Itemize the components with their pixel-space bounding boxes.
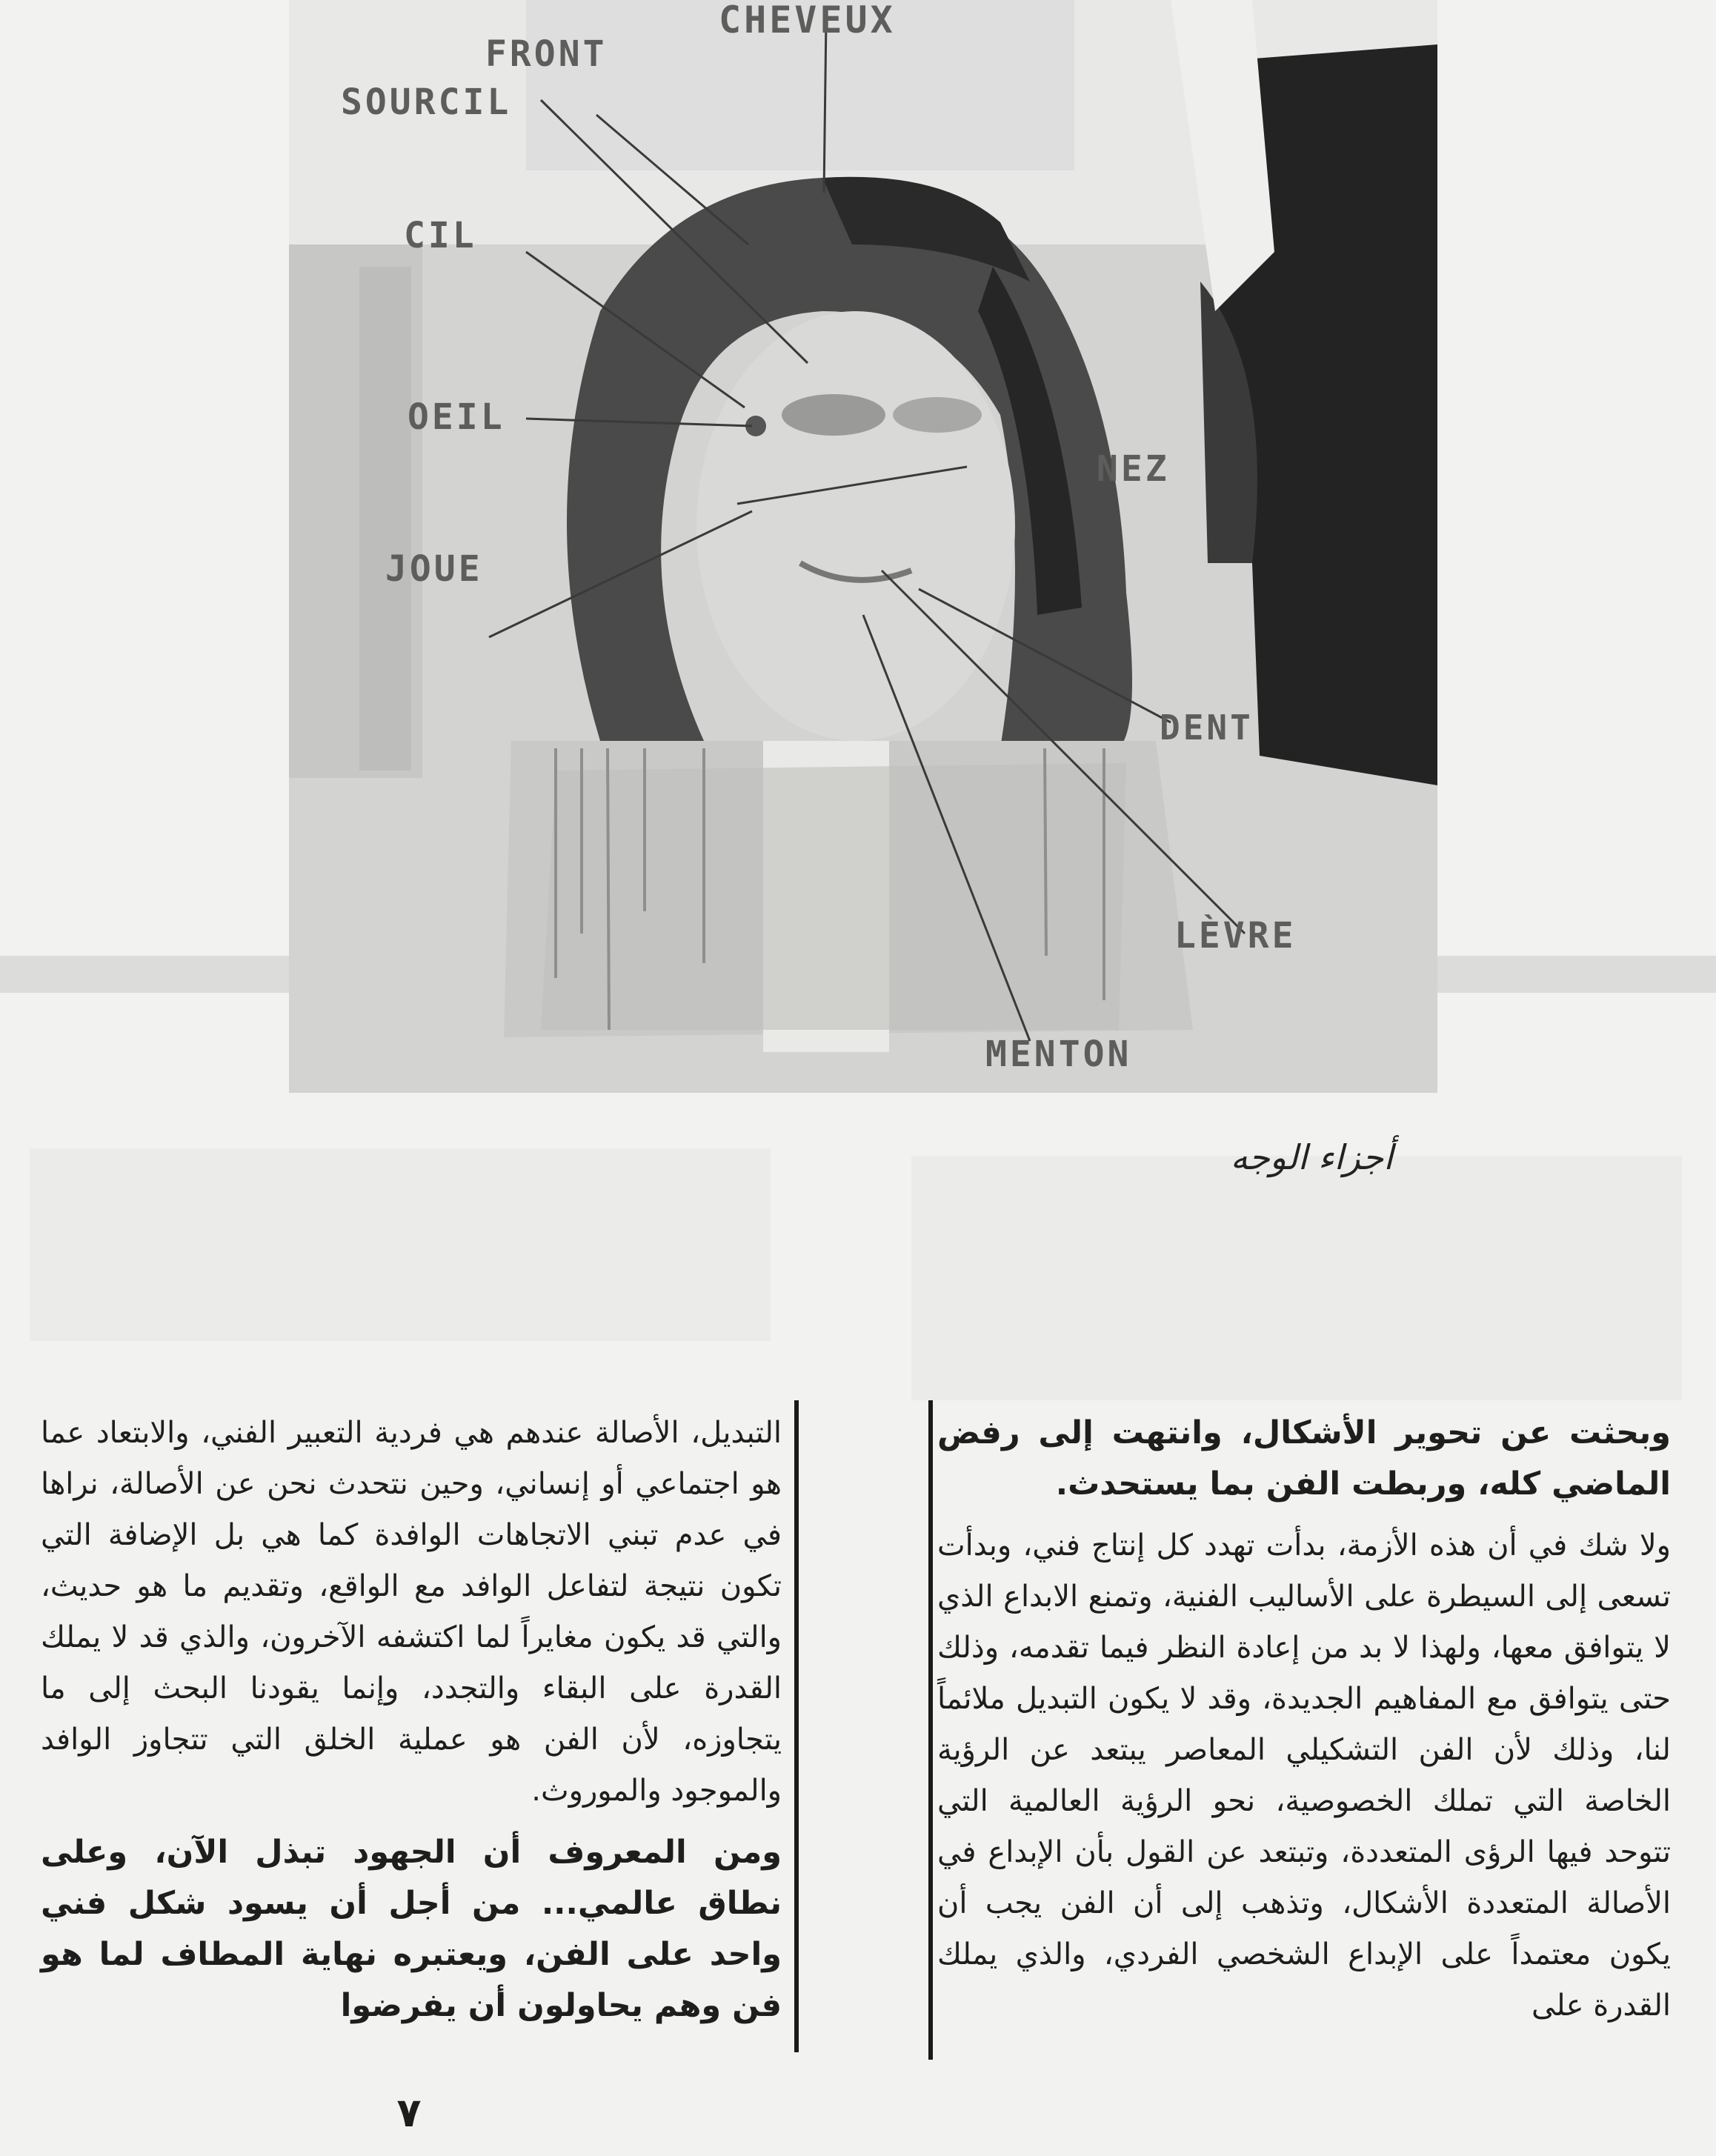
column-rule-right xyxy=(928,1400,933,2060)
label-sourcil: SOURCIL xyxy=(341,81,512,123)
label-joue: JOUE xyxy=(385,548,483,590)
label-levre: LÈVRE xyxy=(1174,915,1297,956)
left-column xyxy=(41,1408,782,2032)
column-rule-left xyxy=(794,1400,799,2052)
left-column-body: التبديل، الأصالة عندهم هي فردية التعبير الفني، والابتعاد عما هو اجتماعي أو إنساني، وحين نتحدث نحن عن الأصالة، نراها في عدم تبني الاتجاهات الوافدة كما هي بل الإضافة التي تكون نتيجة لتفاعل الوافد مع الواقع، وتقديم ما هو حديث، والتي قد يكون مغايراً لما اكتشفه الآخرون، والذي قد لا يملك القدرة على البقاء والتجدد، وإنما يقودنا البحث إلى ما يتجاوزه، لأن الفن هو عملية الخلق التي تتجاوز الوافد والموجود والموروث. xyxy=(41,1416,782,1808)
label-front: FRONT xyxy=(485,33,608,75)
left-column-lead: ومن المعروف أن الجهود تبذل الآن، وعلى نطاق عالمي... من أجل أن يسود شكل فني واحد على الفن، ويعتبره نهاية المطاف لما هو فن وهم يحاولون أن يفرضوا xyxy=(41,1834,782,2024)
right-column-lead: وبحثت عن تحوير الأشكال، وانتهت إلى رفض الماضي كله، وربطت الفن بما يستحدث. xyxy=(937,1414,1671,1503)
show-through-block xyxy=(911,1156,1682,1400)
label-oeil: OEIL xyxy=(408,396,505,438)
image-caption: أجزاء الوجه xyxy=(1230,1137,1393,1177)
label-cil: CIL xyxy=(404,215,477,256)
show-through-block xyxy=(30,1148,771,1341)
label-nez: NEZ xyxy=(1097,448,1170,490)
right-column-body: ولا شك في أن هذه الأزمة، بدأت تهدد كل إنتاج فني، وبدأت تسعى إلى السيطرة على الأساليب الفنية، وتمنع الابداع الذي لا يتوافق معها، ولهذا لا بد من إعادة النظر فيما تقدمه، وذلك حتى يتوافق مع المفاهيم الجديدة، وقد لا يكون التبديل ملائماً لنا، وذلك لأن الفن التشكيلي المعاصر يبتعد عن الرؤية الخاصة التي تملك الخصوصية، نحو الرؤية العالمية التي تتوحد فيها الرؤى المتعددة، وتبتعد عن القول بأن الإبداع في الأصالة المتعددة الأشكال، وتذهب إلى أن الفن يجب أن يكون معتمداً على الإبداع الشخصي الفردي، والذي يملك القدرة على xyxy=(937,1528,1671,2023)
face-parts-painting xyxy=(289,0,1437,1093)
label-cheveux: CHEVEUX xyxy=(719,0,896,41)
label-dent: DENT xyxy=(1160,708,1254,748)
right-column xyxy=(937,1408,1671,2032)
page-number: ٧ xyxy=(396,2089,422,2136)
label-menton: MENTON xyxy=(985,1034,1132,1075)
